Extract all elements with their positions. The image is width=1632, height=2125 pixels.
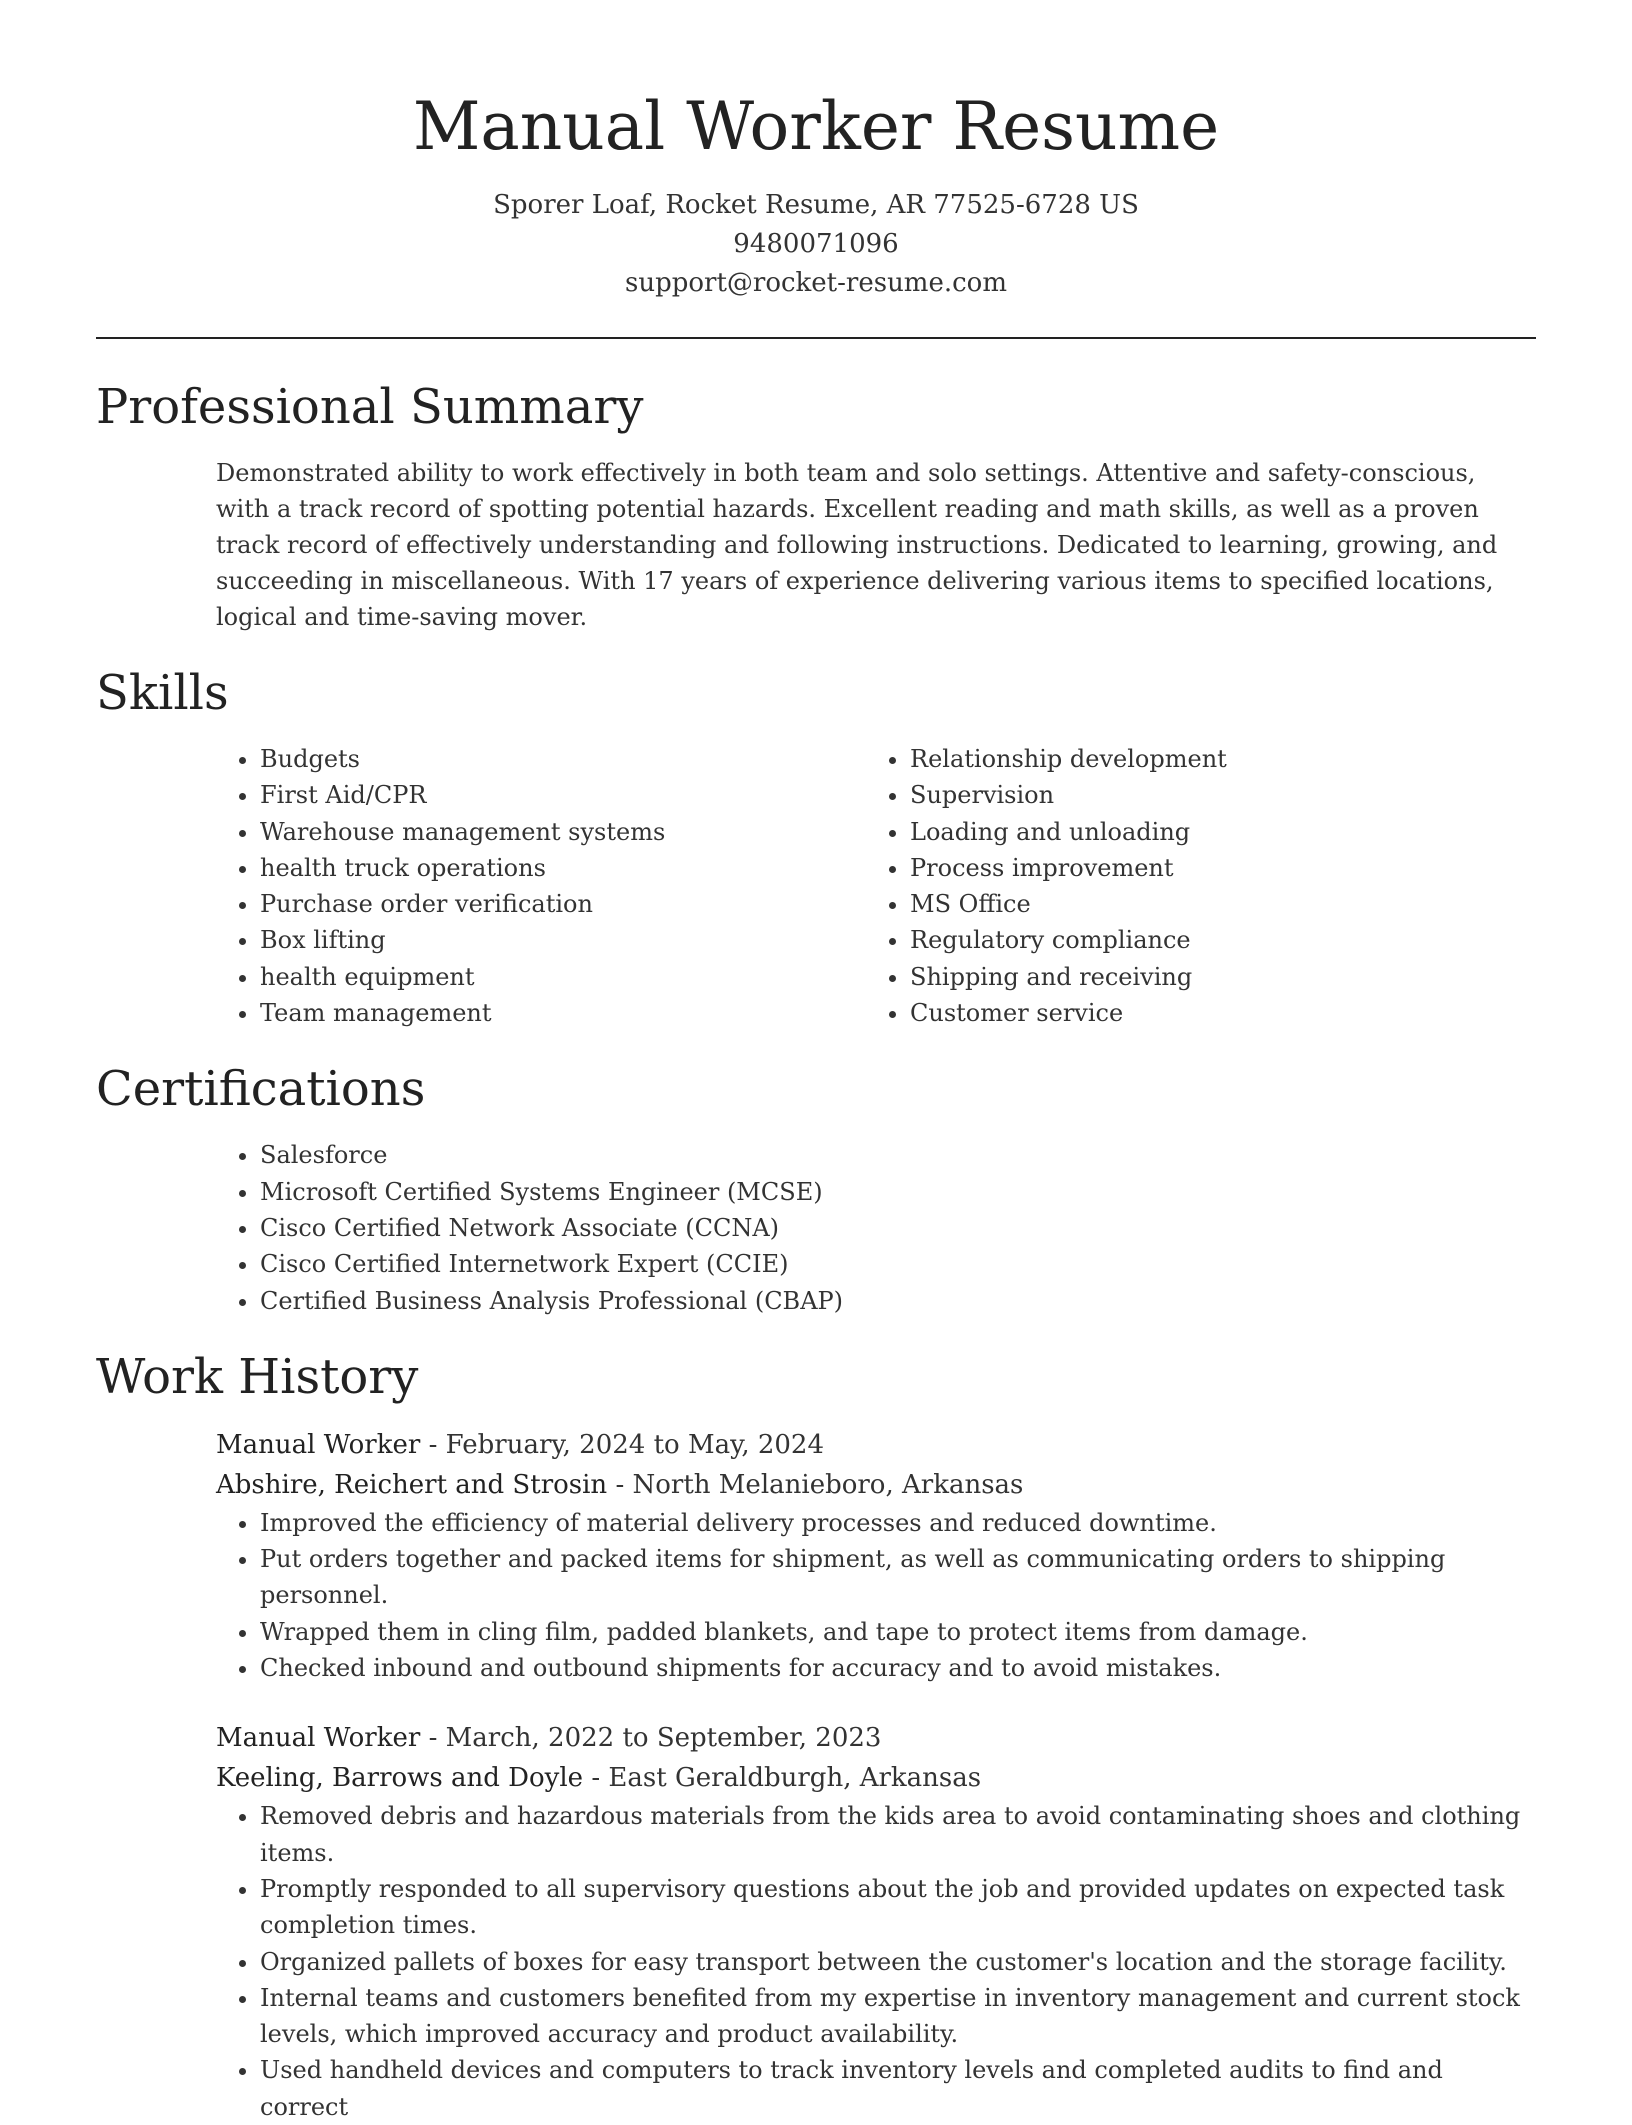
job-duties-list — [216, 1798, 1536, 2125]
skills-grid — [216, 741, 1536, 1031]
job-dates: March, 2022 to September, 2023 — [445, 1723, 882, 1754]
job-duty-item: • Wrapped them in cling film, padded blankets, and tape to protect items from damage. — [260, 1614, 1536, 1650]
skill-item: • MS Office — [910, 886, 1516, 922]
certification-item: • Cisco Certified Internetwork Expert (CCIE) — [260, 1246, 1536, 1282]
job-dates: February, 2024 to May, 2024 — [445, 1429, 825, 1460]
skills-column-left — [216, 741, 866, 1031]
job-duties-list — [216, 1505, 1536, 1686]
job-entry — [216, 1718, 1536, 2125]
job-company: Keeling, Barrows and Doyle — [216, 1763, 584, 1794]
header-divider — [96, 337, 1536, 339]
skill-item: • Customer service — [910, 995, 1516, 1031]
job-location: North Melanieboro, Arkansas — [632, 1469, 1024, 1500]
job-duty-item: • Internal teams and customers benefited from my expertise in inventory management and current stock levels, which improved accuracy and product availability. — [260, 1980, 1536, 2053]
skill-item: • Supervision — [910, 777, 1516, 813]
job-title: Manual Worker — [216, 1723, 421, 1754]
job-duty-item: • Put orders together and packed items for shipment, as well as communicating orders to shipping personnel. — [260, 1541, 1536, 1614]
skill-item: • Warehouse management systems — [260, 814, 866, 850]
skill-item: • Regulatory compliance — [910, 922, 1516, 958]
summary-text: Demonstrated ability to work effectively in both team and solo settings. Attentive and safety-conscious, with a track record of spotting potential hazards. Excellent reading and math skills, as well as a proven track record of effectively understanding and following instructions. Dedicated to learning, growing, and succeeding in miscellaneous. With 17 years of experience delivering various items to specified locations, logical and time-saving mover. — [216, 459, 1498, 631]
skill-item: • Process improvement — [910, 850, 1516, 886]
skill-item: • health truck operations — [260, 850, 866, 886]
skill-item: • Purchase order verification — [260, 886, 866, 922]
resume-page — [96, 0, 1536, 2125]
contact-address: Sporer Loaf, Rocket Resume, AR 77525-6728 US — [493, 190, 1139, 220]
certifications-heading: Certifications — [96, 1061, 426, 1118]
skill-item: • Team management — [260, 995, 866, 1031]
resume-header — [96, 82, 1536, 303]
skill-item: • health equipment — [260, 959, 866, 995]
contact-block — [96, 186, 1536, 303]
job-company-line: Keeling, Barrows and Doyle - East Geraldburgh, Arkansas — [216, 1763, 982, 1794]
job-title: Manual Worker — [216, 1429, 421, 1460]
job-location: East Geraldburgh, Arkansas — [608, 1763, 982, 1794]
job-duty-item: • Promptly responded to all supervisory questions about the job and provided updates on expected task completion times. — [260, 1871, 1536, 1944]
work-history-heading: Work History — [96, 1348, 419, 1405]
skill-item: • Relationship development — [910, 741, 1516, 777]
job-entry — [216, 1425, 1536, 1686]
certifications-block — [216, 1137, 1536, 1318]
skills-list-left — [216, 741, 866, 1031]
contact-phone: 9480071096 — [733, 229, 899, 259]
job-duty-item: • Checked inbound and outbound shipments for accuracy and to avoid mistakes. — [260, 1650, 1536, 1686]
certification-item: • Salesforce — [260, 1137, 1536, 1173]
skills-column-right — [866, 741, 1516, 1031]
job-title-line: Manual Worker - March, 2022 to September, 2023 — [216, 1723, 882, 1754]
certifications-list — [216, 1137, 1536, 1318]
resume-title: Manual Worker Resume — [412, 88, 1220, 165]
job-duty-item: • Improved the efficiency of material delivery processes and reduced downtime. — [260, 1505, 1536, 1541]
skills-heading: Skills — [96, 665, 229, 721]
skills-list-right — [866, 741, 1516, 1031]
job-duty-item: • Organized pallets of boxes for easy transport between the customer's location and the storage facility. — [260, 1944, 1536, 1980]
job-company: Abshire, Reichert and Strosin — [216, 1469, 608, 1500]
skill-item: • Budgets — [260, 741, 866, 777]
job-duty-item: • Used handheld devices and computers to track inventory levels and completed audits to find and correct — [260, 2052, 1536, 2125]
summary-heading: Professional Summary — [96, 379, 644, 435]
skill-item: • Loading and unloading — [910, 814, 1516, 850]
skill-item: • Box lifting — [260, 922, 866, 958]
certification-item: • Microsoft Certified Systems Engineer (MCSE) — [260, 1174, 1536, 1210]
skill-item: • First Aid/CPR — [260, 777, 866, 813]
job-company-line: Abshire, Reichert and Strosin - North Melanieboro, Arkansas — [216, 1469, 1024, 1500]
certification-item: • Certified Business Analysis Professional (CBAP) — [260, 1283, 1536, 1319]
job-duty-item: • Removed debris and hazardous materials from the kids area to avoid contaminating shoes and clothing items. — [260, 1798, 1536, 1871]
skill-item: • Shipping and receiving — [910, 959, 1516, 995]
contact-email: support@rocket-resume.com — [624, 268, 1007, 298]
certification-item: • Cisco Certified Network Associate (CCNA) — [260, 1210, 1536, 1246]
job-title-line: Manual Worker - February, 2024 to May, 2024 — [216, 1429, 825, 1460]
